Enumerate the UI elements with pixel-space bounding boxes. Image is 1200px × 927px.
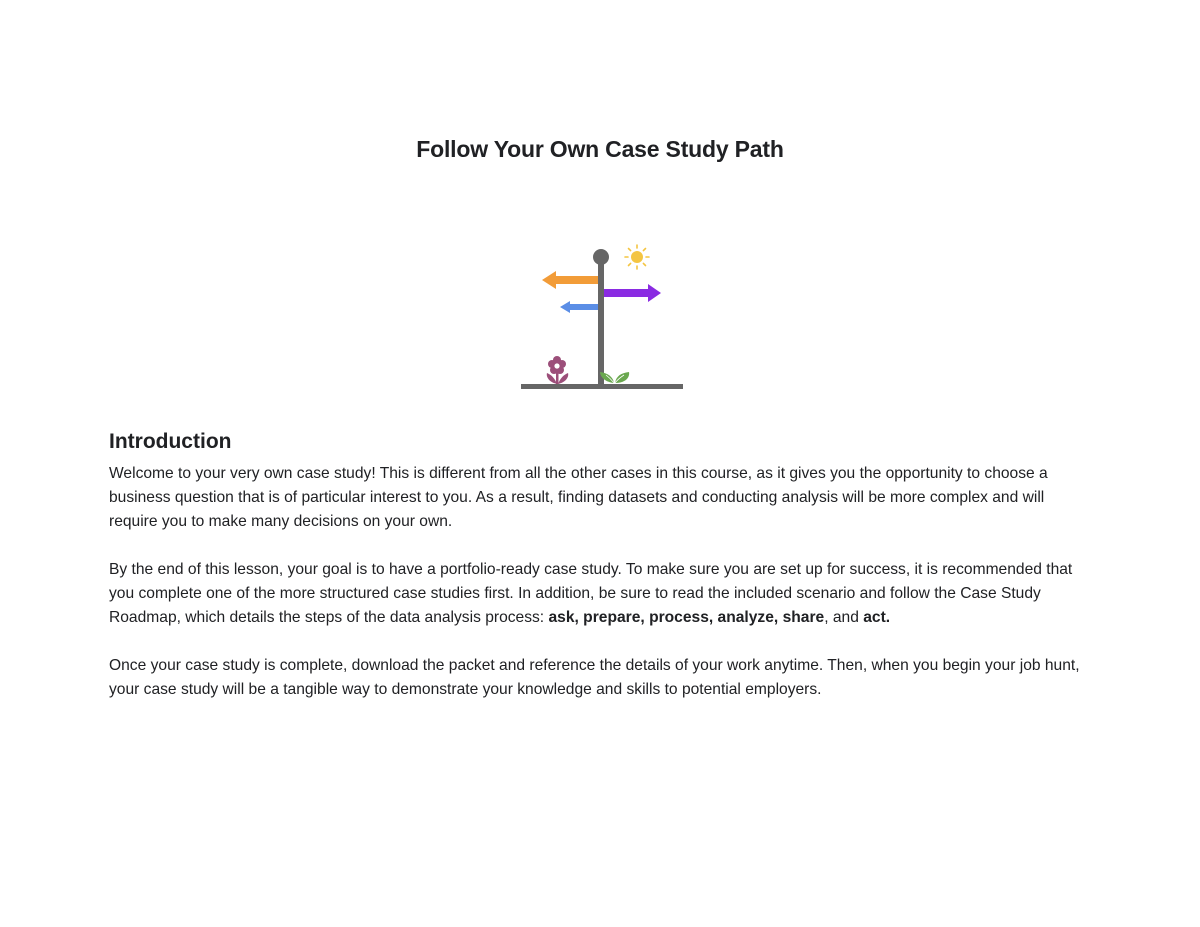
step-analyze: analyze [717,609,774,626]
signpost-icon [518,242,686,392]
signpost-pole [598,256,604,386]
leaves-icon [600,372,629,383]
step-share: share [782,609,825,626]
step-separator: , and [824,609,864,626]
step-separator: , [640,609,650,626]
step-separator: , [574,609,584,626]
page-title: Follow Your Own Case Study Path [416,136,784,162]
intro-paragraph-3: Once your case study is complete, download the packet and reference the details of your work anytime. Then, when you begin your job hunt, your case study will be a tangible way to demonstrate your knowledge and skills to potential employers. [109,657,1080,698]
step-ask: ask [548,609,575,626]
signpost-knob [593,249,609,265]
sun-icon [625,245,649,269]
arrow-right-purple [604,284,661,302]
arrow-left-blue [560,301,598,313]
intro-paragraph-2-text: By the end of this lesson, your goal is to have a portfolio-ready case study. To make sure you are set up for success, it is recommended that you complete one of the more structured case studies first. In addition, be sure to read the included scenario and follow the Case Study Roadmap, which details the steps of the data analysis process: [109,561,1073,626]
arrow-left-orange [542,271,598,289]
step-act: act. [863,609,891,626]
step-separator: , [708,609,718,626]
intro-paragraph-2 [109,558,1089,630]
introduction-section [109,430,1089,726]
intro-paragraph-1: Welcome to your very own case study! This is different from all the other cases in this course, as it gives you the opportunity to choose a business question that is of particular interest to you. As a result, finding datasets and conducting analysis will be more complex and will require you to make many decisions on your own. [109,465,1048,530]
flower-icon [547,356,568,384]
section-heading-introduction: Introduction [109,430,232,453]
step-prepare: prepare [583,609,641,626]
step-process: process [649,609,709,626]
step-separator: , [773,609,783,626]
